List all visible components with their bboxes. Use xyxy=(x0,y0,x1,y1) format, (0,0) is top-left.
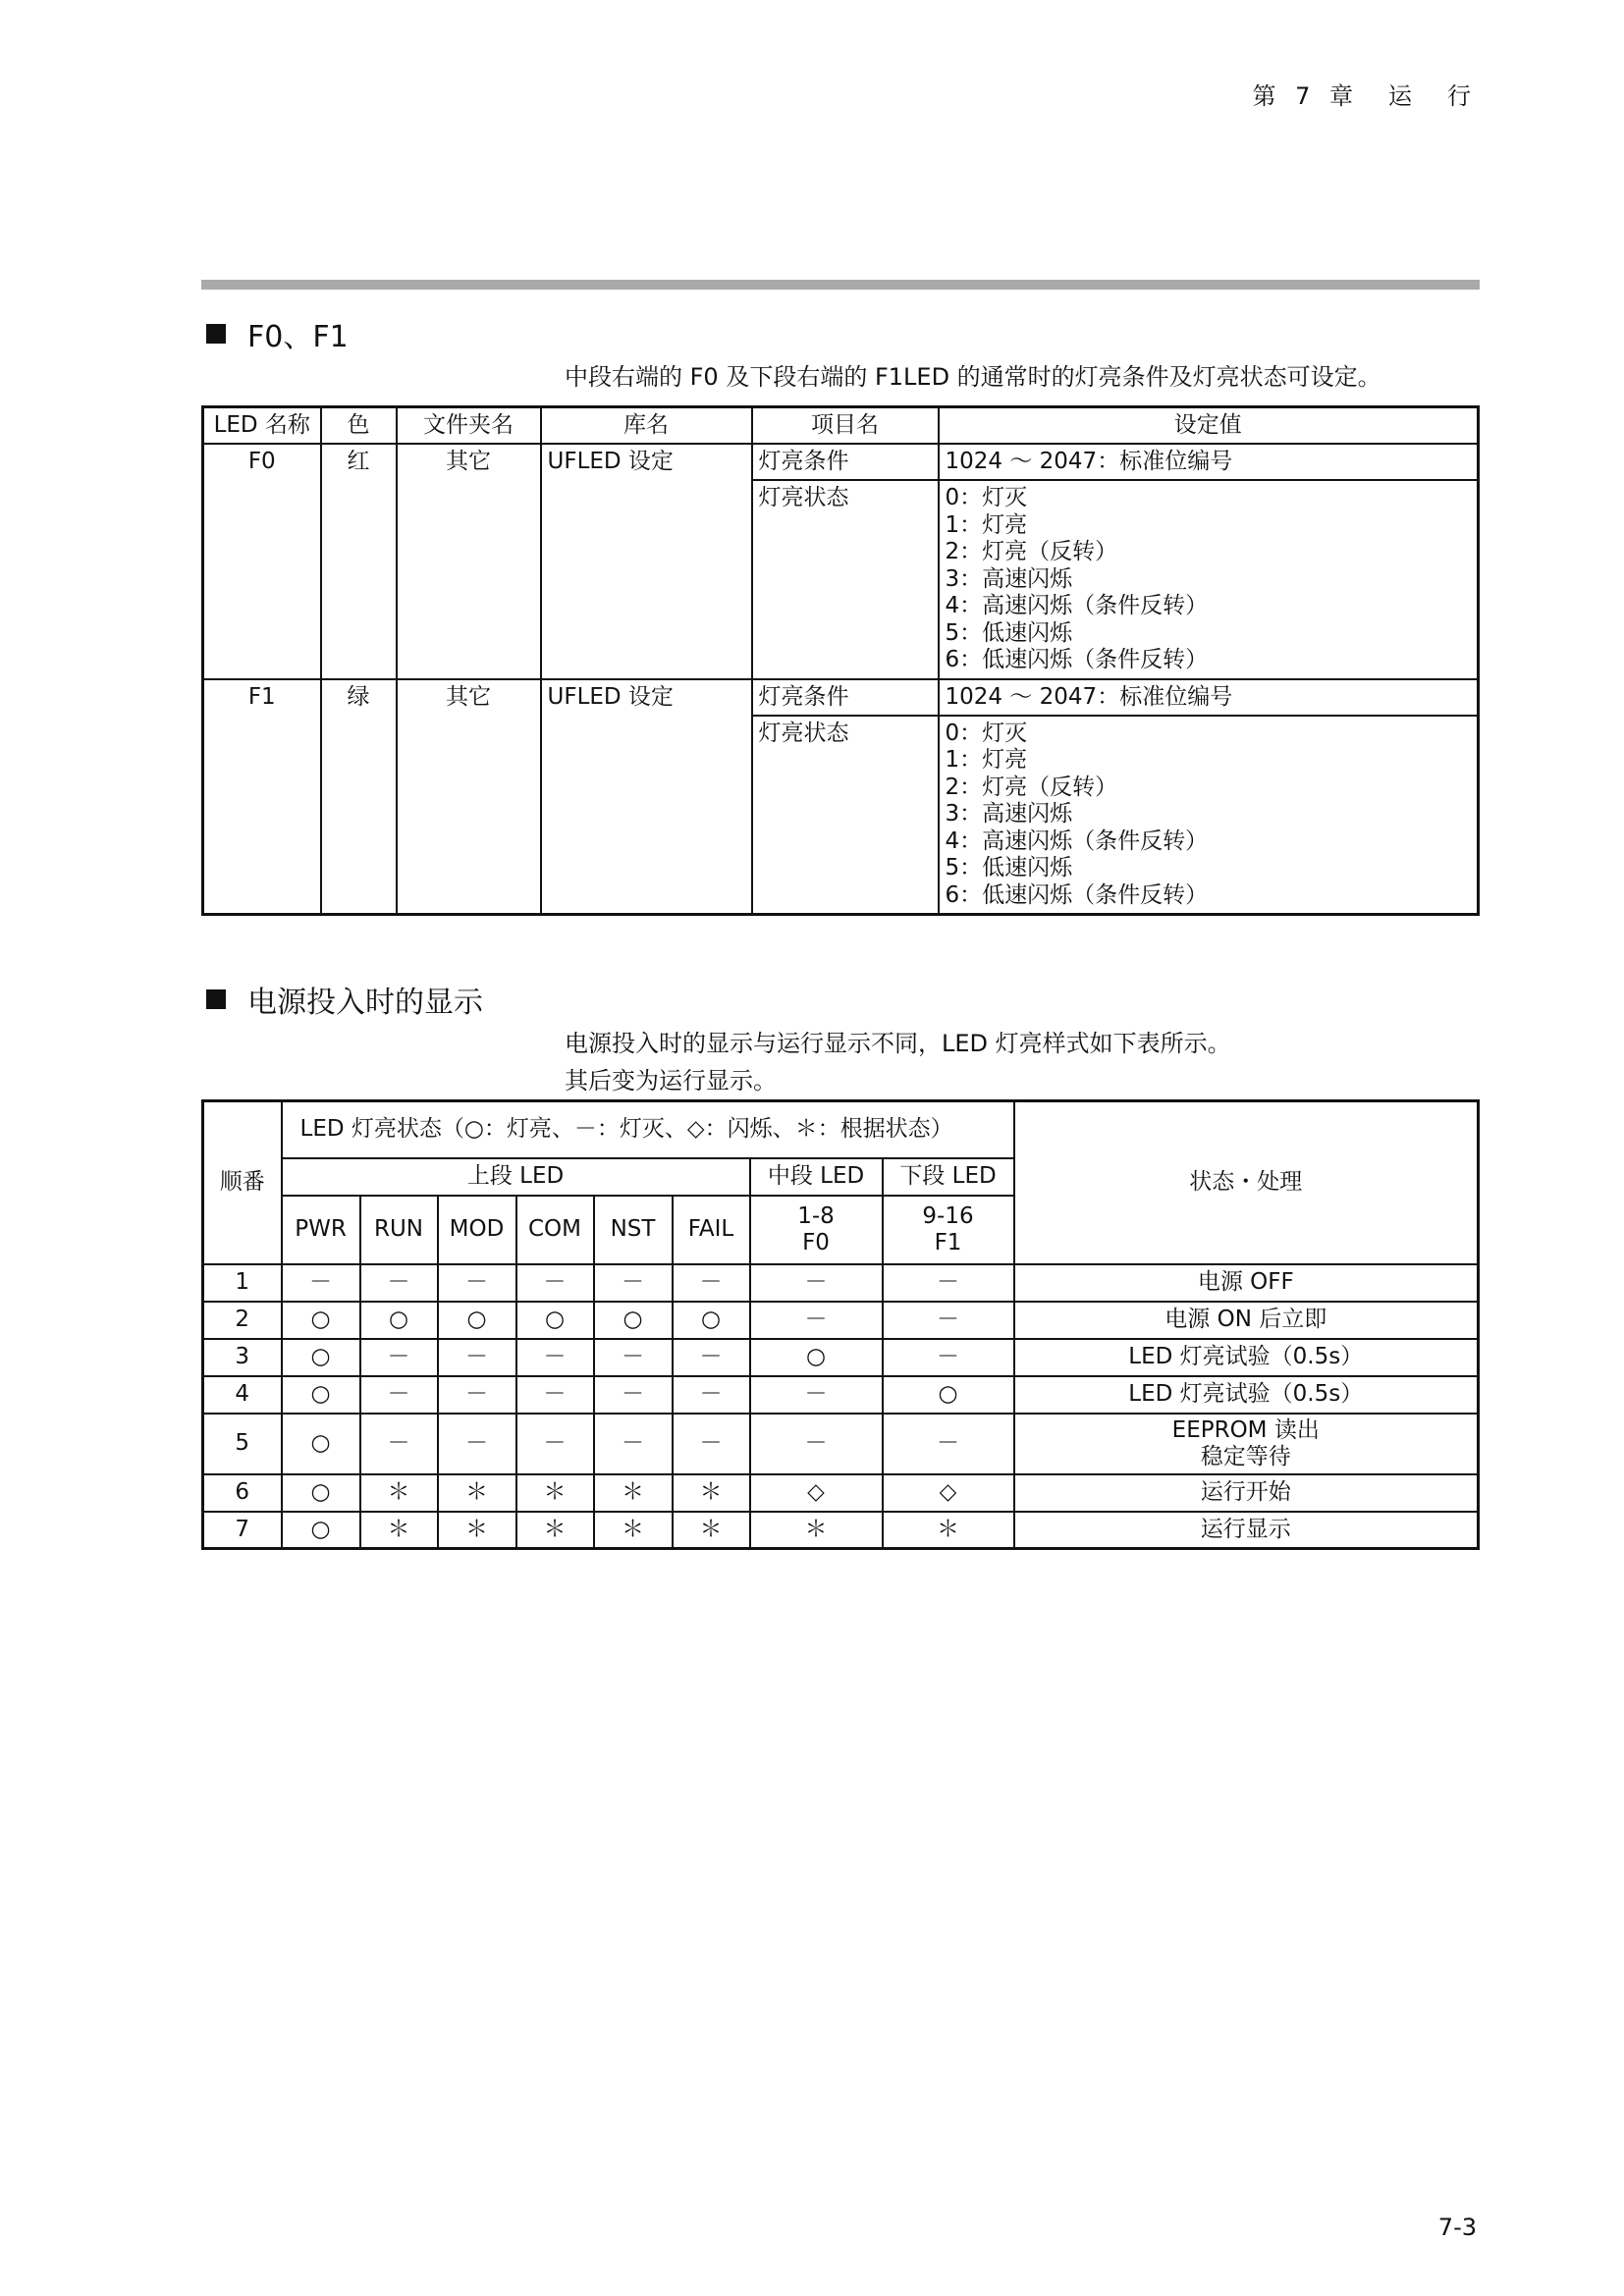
led-state-cell: － xyxy=(516,1264,594,1302)
upper-led-header: 上段 LED xyxy=(282,1158,750,1196)
middle-led-header: 中段 LED xyxy=(750,1158,883,1196)
table-header-row xyxy=(203,407,1479,445)
section-divider xyxy=(201,280,1480,290)
section-title-f0-f1 xyxy=(206,312,349,355)
led-state-cell: － xyxy=(438,1339,516,1376)
status-line: 运行开始 xyxy=(1200,1479,1291,1505)
row-status xyxy=(1014,1339,1479,1376)
led-state-cell: － xyxy=(673,1339,750,1376)
status-line: LED 灯亮试验（0.5s） xyxy=(1128,1381,1364,1407)
header-library: 库名 xyxy=(541,407,752,445)
led-state-cell: ＊ xyxy=(438,1474,516,1512)
led-state-cell: ○ xyxy=(750,1339,883,1376)
status-header: 状态・处理 xyxy=(1014,1101,1479,1264)
intro-line: 其后变为运行显示。 xyxy=(565,1067,777,1095)
folder-name: 其它 xyxy=(397,679,541,915)
led-state-cell: － xyxy=(594,1376,673,1414)
led-state-cell: ＊ xyxy=(750,1512,883,1549)
led-state-cell: － xyxy=(438,1264,516,1302)
item-name: 灯亮条件 xyxy=(752,444,939,480)
header-value: 设定值 xyxy=(939,407,1479,445)
led-state-cell: ○ xyxy=(282,1339,360,1376)
led-state-cell: ○ xyxy=(282,1302,360,1339)
status-line: 电源 ON 后立即 xyxy=(1164,1307,1327,1332)
col-pwr: PWR xyxy=(282,1196,360,1264)
led-color: 红 xyxy=(321,444,397,679)
led-color: 绿 xyxy=(321,679,397,915)
col-run: RUN xyxy=(360,1196,438,1264)
status-line: LED 灯亮试验（0.5s） xyxy=(1128,1344,1364,1369)
row-seq: 5 xyxy=(203,1414,282,1474)
section-title-text: 电源投入时的显示 xyxy=(247,986,483,1020)
led-state-cell: ○ xyxy=(673,1302,750,1339)
led-state-cell: ＊ xyxy=(883,1512,1014,1549)
led-name: F0 xyxy=(203,444,321,679)
led-state-cell: － xyxy=(750,1264,883,1302)
table-row xyxy=(203,444,1479,480)
section2-intro xyxy=(565,1025,1231,1099)
col-com: COM xyxy=(516,1196,594,1264)
led-state-cell: ＊ xyxy=(516,1512,594,1549)
led-state-cell: － xyxy=(516,1376,594,1414)
section1-intro: 中段右端的 F0 及下段右端的 F1LED 的通常时的灯亮条件及灯亮状态可设定。 xyxy=(565,363,1381,391)
led-state-cell: ○ xyxy=(282,1512,360,1549)
row-status xyxy=(1014,1264,1479,1302)
led-state-cell: － xyxy=(750,1376,883,1414)
led-state-cell: － xyxy=(883,1414,1014,1474)
led-name: F1 xyxy=(203,679,321,915)
list-item: 1：灯亮 xyxy=(945,747,1028,773)
row-status xyxy=(1014,1376,1479,1414)
row-seq: 6 xyxy=(203,1474,282,1512)
led-state-cell: － xyxy=(516,1339,594,1376)
led-state-cell: － xyxy=(673,1264,750,1302)
lower-led-header: 下段 LED xyxy=(883,1158,1014,1196)
col-fail: FAIL xyxy=(673,1196,750,1264)
item-name: 灯亮条件 xyxy=(752,679,939,716)
table-row xyxy=(203,1376,1479,1414)
led-state-cell: － xyxy=(750,1302,883,1339)
led-legend: LED 灯亮状态（○：灯亮、－：灯灭、◇：闪烁、＊：根据状态） xyxy=(282,1101,1014,1158)
col-middle-f0: F0 xyxy=(802,1229,830,1255)
col-lower-range: 9-16 xyxy=(922,1202,974,1229)
led-state-cell: － xyxy=(360,1264,438,1302)
led-state-cell: ＊ xyxy=(673,1474,750,1512)
col-middle xyxy=(750,1196,883,1264)
table-row xyxy=(203,679,1479,716)
list-item: 3：高速闪烁 xyxy=(945,565,1073,592)
row-seq: 4 xyxy=(203,1376,282,1414)
row-seq: 1 xyxy=(203,1264,282,1302)
table-row xyxy=(203,1339,1479,1376)
led-state-cell: － xyxy=(883,1264,1014,1302)
led-state-cell: ＊ xyxy=(516,1474,594,1512)
led-state-cell: － xyxy=(360,1376,438,1414)
row-status xyxy=(1014,1512,1479,1549)
led-state-cell: － xyxy=(360,1414,438,1474)
section-title-power-on xyxy=(206,978,483,1021)
status-line: 运行显示 xyxy=(1200,1516,1291,1542)
led-state-cell: ◇ xyxy=(750,1474,883,1512)
list-item: 4：高速闪烁（条件反转） xyxy=(945,828,1209,854)
row-status xyxy=(1014,1414,1479,1474)
led-state-cell: ○ xyxy=(282,1474,360,1512)
seq-header: 顺番 xyxy=(203,1101,282,1264)
list-item: 6：低速闪烁（条件反转） xyxy=(945,647,1209,672)
item-name: 灯亮状态 xyxy=(752,716,939,915)
page-number: 7-3 xyxy=(1437,2214,1477,2241)
state-list xyxy=(939,480,1479,679)
led-state-cell: ○ xyxy=(594,1302,673,1339)
folder-name: 其它 xyxy=(397,444,541,679)
list-item: 3：高速闪烁 xyxy=(945,801,1073,827)
row-status xyxy=(1014,1474,1479,1512)
row-status xyxy=(1014,1302,1479,1339)
header-folder: 文件夹名 xyxy=(397,407,541,445)
col-middle-range: 1-8 xyxy=(797,1202,835,1229)
header-color: 色 xyxy=(321,407,397,445)
status-line: EEPROM 读出 xyxy=(1171,1416,1320,1443)
table-row xyxy=(203,1474,1479,1512)
led-state-cell: ○ xyxy=(360,1302,438,1339)
list-item: 1：灯亮 xyxy=(945,511,1028,538)
list-item: 4：高速闪烁（条件反转） xyxy=(945,593,1209,618)
header-item: 项目名 xyxy=(752,407,939,445)
f0-f1-settings-table xyxy=(201,405,1480,916)
section-title-text: F0、F1 xyxy=(247,320,349,354)
status-line: 稳定等待 xyxy=(1200,1443,1291,1469)
list-item: 6：低速闪烁（条件反转） xyxy=(945,881,1209,908)
power-on-led-table xyxy=(201,1099,1480,1550)
row-seq: 3 xyxy=(203,1339,282,1376)
col-nst: NST xyxy=(594,1196,673,1264)
state-list xyxy=(939,716,1479,915)
table-row xyxy=(203,1302,1479,1339)
led-state-cell: ＊ xyxy=(438,1512,516,1549)
led-state-cell: － xyxy=(750,1414,883,1474)
item-name: 灯亮状态 xyxy=(752,480,939,679)
led-state-cell: － xyxy=(673,1376,750,1414)
square-bullet-icon xyxy=(206,989,226,1009)
item-value: 1024 ～ 2047：标准位编号 xyxy=(939,444,1479,480)
led-state-cell: ○ xyxy=(282,1414,360,1474)
status-line: 电源 OFF xyxy=(1197,1269,1294,1295)
led-state-cell: － xyxy=(360,1339,438,1376)
intro-line: 电源投入时的显示与运行显示不同，LED 灯亮样式如下表所示。 xyxy=(565,1030,1231,1057)
chapter-header: 第 7 章 运 行 xyxy=(1252,82,1477,110)
led-state-cell: － xyxy=(673,1414,750,1474)
led-state-cell: － xyxy=(282,1264,360,1302)
library-name: UFLED 设定 xyxy=(541,444,752,679)
led-state-cell: － xyxy=(516,1414,594,1474)
table-row xyxy=(203,1512,1479,1549)
led-state-cell: ○ xyxy=(516,1302,594,1339)
list-item: 0：灯灭 xyxy=(945,720,1028,746)
led-state-cell: ＊ xyxy=(360,1512,438,1549)
library-name: UFLED 设定 xyxy=(541,679,752,915)
header-led-name: LED 名称 xyxy=(203,407,321,445)
list-item: 2：灯亮（反转） xyxy=(945,539,1118,564)
row-seq: 7 xyxy=(203,1512,282,1549)
square-bullet-icon xyxy=(206,324,226,344)
table-row xyxy=(203,1264,1479,1302)
led-state-cell: ＊ xyxy=(360,1474,438,1512)
col-lower xyxy=(883,1196,1014,1264)
led-state-cell: － xyxy=(594,1264,673,1302)
led-state-cell: ＊ xyxy=(673,1512,750,1549)
list-item: 5：低速闪烁 xyxy=(945,619,1073,646)
led-state-cell: ＊ xyxy=(594,1474,673,1512)
led-state-cell: ＊ xyxy=(594,1512,673,1549)
list-item: 2：灯亮（反转） xyxy=(945,774,1118,800)
led-state-cell: ○ xyxy=(438,1302,516,1339)
led-state-cell: ○ xyxy=(282,1376,360,1414)
list-item: 0：灯灭 xyxy=(945,485,1028,510)
row-seq: 2 xyxy=(203,1302,282,1339)
led-state-cell: － xyxy=(883,1302,1014,1339)
table-header-row xyxy=(203,1101,1479,1158)
col-mod: MOD xyxy=(438,1196,516,1264)
led-state-cell: ◇ xyxy=(883,1474,1014,1512)
led-state-cell: － xyxy=(883,1339,1014,1376)
led-state-cell: － xyxy=(594,1339,673,1376)
led-state-cell: ○ xyxy=(883,1376,1014,1414)
led-state-cell: － xyxy=(594,1414,673,1474)
list-item: 5：低速闪烁 xyxy=(945,855,1073,881)
power-on-table-body xyxy=(203,1264,1479,1549)
table-row xyxy=(203,1414,1479,1474)
led-state-cell: － xyxy=(438,1376,516,1414)
led-state-cell: － xyxy=(438,1414,516,1474)
item-value: 1024 ～ 2047：标准位编号 xyxy=(939,679,1479,716)
col-lower-f1: F1 xyxy=(934,1229,962,1255)
